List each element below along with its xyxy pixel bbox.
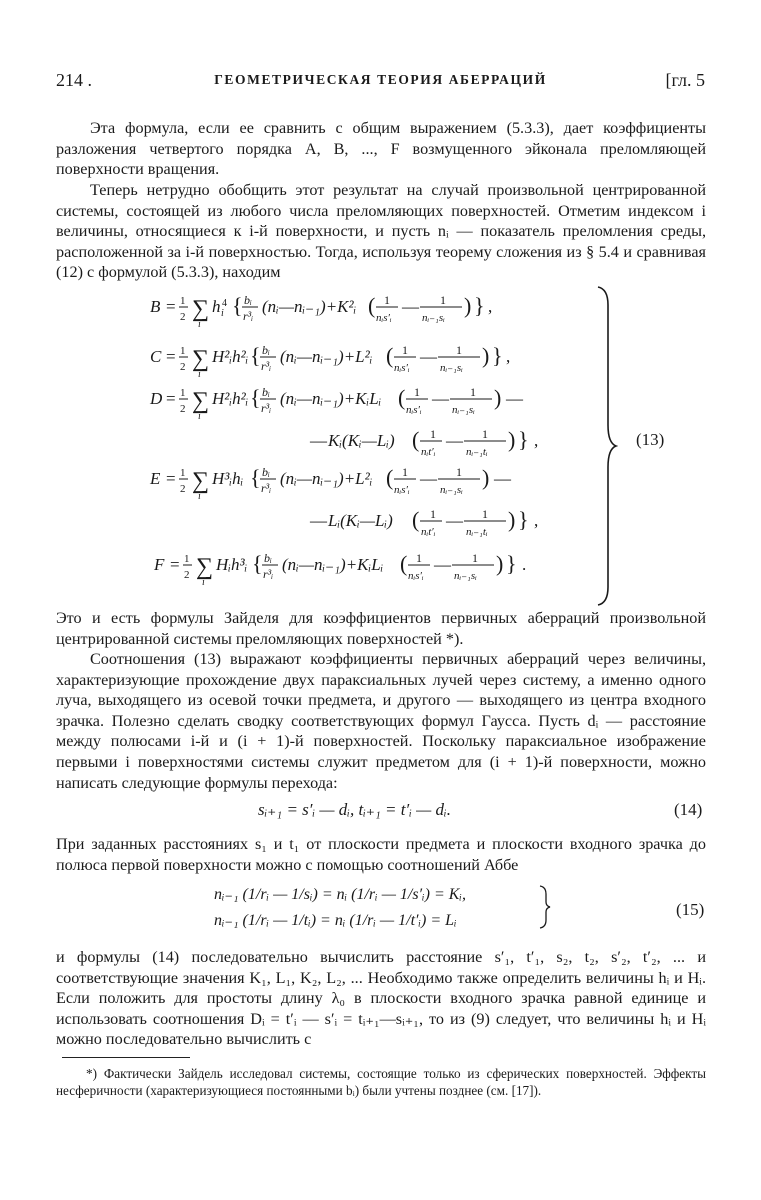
svg-text:1: 1 (402, 343, 408, 357)
svg-text:(nᵢ—nᵢ₋₁)+L²ᵢ: (nᵢ—nᵢ₋₁)+L²ᵢ (280, 347, 373, 366)
svg-text:.: . (522, 555, 527, 574)
svg-text:(: ( (398, 385, 406, 410)
svg-text:2: 2 (180, 403, 186, 415)
svg-text:}: } (518, 427, 529, 452)
svg-text:,: , (534, 511, 539, 530)
svg-text:r³ᵢ: r³ᵢ (261, 359, 272, 373)
svg-text:1: 1 (414, 385, 420, 399)
svg-text:): ) (494, 385, 502, 410)
svg-text:bᵢ: bᵢ (262, 465, 270, 479)
abbe-equation-2: nᵢ₋₁ (1/rᵢ — 1/tᵢ) = nᵢ (1/rᵢ — 1/t′ᵢ) = Lᵢ (214, 912, 457, 929)
svg-text:1: 1 (402, 465, 408, 479)
svg-text:—: — (432, 389, 449, 408)
svg-text:i: i (198, 369, 201, 380)
svg-text:r³ᵢ: r³ᵢ (263, 567, 274, 581)
paragraph-2: Теперь нетрудно обобщить этот результат на случай произвольной центрированной системы, состоящей из любого числа преломляющих поверхностей. Отметим индексом i величины, относящиеся к i-й поверхности, и пусть nᵢ — показатель преломления среды, расположенной за i-й поверхностью. Тогда, используя теорему сложения из § 5.4 и сравнивая (12) с формулой (5.3.3), находим (56, 181, 706, 282)
svg-text:(nᵢ—nᵢ₋₁)+K²ᵢ: (nᵢ—nᵢ₋₁)+K²ᵢ (262, 297, 357, 316)
svg-text:∑: ∑ (192, 296, 210, 322)
equation-number-15: (15) (676, 900, 705, 919)
svg-text:1: 1 (470, 385, 476, 399)
svg-text:—: — (434, 555, 451, 574)
svg-text:nᵢ₋₁tᵢ: nᵢ₋₁tᵢ (466, 526, 488, 538)
svg-text:1: 1 (384, 293, 390, 307)
svg-text:nᵢs′ᵢ: nᵢs′ᵢ (408, 570, 424, 582)
svg-text:2: 2 (180, 483, 186, 495)
svg-text:—: — (446, 431, 463, 450)
svg-text:—: — (506, 389, 523, 408)
svg-text:i: i (221, 308, 224, 319)
paragraph-5: При заданных расстояниях s₁ и t₁ от плоскости предмета и плоскости входного зрачка до полюса первой поверхности можно с помощью соотношений Аббе (56, 835, 706, 874)
svg-text:—: — (310, 511, 327, 530)
svg-text:2: 2 (180, 311, 186, 323)
svg-text:nᵢ₋₁sᵢ: nᵢ₋₁sᵢ (422, 312, 445, 324)
svg-text:h: h (212, 297, 221, 316)
svg-text:(: ( (386, 343, 394, 368)
svg-text:): ) (496, 551, 504, 576)
svg-text:nᵢ₋₁sᵢ: nᵢ₋₁sᵢ (454, 570, 477, 582)
svg-text:1: 1 (430, 507, 436, 521)
svg-text:nᵢs′ᵢ: nᵢs′ᵢ (394, 484, 410, 496)
svg-text:B: B (150, 297, 161, 316)
svg-text:2: 2 (180, 361, 186, 373)
svg-text:{: { (250, 343, 261, 368)
svg-text:2: 2 (184, 569, 190, 581)
svg-text:nᵢ₋₁sᵢ: nᵢ₋₁sᵢ (452, 404, 475, 416)
svg-text:=: = (170, 555, 180, 574)
svg-text:(: ( (386, 465, 394, 490)
svg-text:i: i (198, 411, 201, 422)
svg-text:}: } (506, 551, 517, 576)
svg-text:i: i (198, 491, 201, 502)
svg-text:(: ( (412, 507, 420, 532)
svg-text:nᵢ₋₁sᵢ: nᵢ₋₁sᵢ (440, 362, 463, 374)
svg-text:=: = (166, 297, 176, 316)
svg-text:(nᵢ—nᵢ₋₁)+KᵢLᵢ: (nᵢ—nᵢ₋₁)+KᵢLᵢ (280, 389, 382, 408)
svg-text:1: 1 (180, 467, 186, 479)
equation-number-14: (14) (674, 800, 703, 819)
paragraph-4: Соотношения (13) выражают коэффициенты первичных аберраций через величины, характеризующие прохождение двух параксиальных лучей через систему, а именно одного луча, выходящего из осевой точки предмета, и другого — выходящего из центра входного зрачка. Полезно сделать сводку соответствующих формул Гаусса. Пусть dᵢ — расстояние между полюсами i-й и (i + 1)-й поверхностей. Поскольку параксиальное изображение первыми i поверхностями системы служит предметом для (i + 1)-й поверхности, можно написать следующие формулы перехода: (56, 650, 706, 792)
svg-text:bᵢ: bᵢ (262, 343, 270, 357)
svg-text:nᵢ₋₁tᵢ: nᵢ₋₁tᵢ (466, 446, 488, 458)
svg-text:Lᵢ(Kᵢ—Lᵢ): Lᵢ(Kᵢ—Lᵢ) (328, 511, 393, 530)
svg-text:,: , (506, 347, 511, 366)
equation-number-13: (13) (636, 430, 665, 449)
svg-text:nᵢt′ᵢ: nᵢt′ᵢ (421, 446, 436, 458)
svg-text:i: i (198, 319, 201, 330)
paragraph-3: Это и есть формулы Зайделя для коэффициентов первичных аберраций произвольной центрированной системы преломляющих поверхностей *). (56, 609, 706, 648)
svg-text:i: i (202, 577, 205, 588)
svg-text:1: 1 (184, 553, 190, 565)
svg-text:1: 1 (180, 345, 186, 357)
svg-text:H³ᵢhᵢ: H³ᵢhᵢ (212, 469, 244, 488)
svg-text:nᵢ₋₁sᵢ: nᵢ₋₁sᵢ (440, 484, 463, 496)
svg-text:=: = (166, 469, 176, 488)
svg-text:—: — (402, 297, 419, 316)
svg-text:nᵢt′ᵢ: nᵢt′ᵢ (421, 526, 436, 538)
seidel-formulas (140, 282, 620, 602)
svg-text:r³ᵢ: r³ᵢ (243, 309, 254, 323)
svg-text:}: } (492, 343, 503, 368)
svg-text:{: { (232, 293, 243, 318)
svg-text:): ) (482, 465, 490, 490)
running-title: ГЕОМЕТРИЧЕСКАЯ ТЕОРИЯ АБЕРРАЦИЙ (214, 72, 547, 87)
svg-text:bᵢ: bᵢ (244, 293, 252, 307)
svg-text:1: 1 (416, 551, 422, 565)
svg-text:,: , (534, 431, 539, 450)
svg-text:1: 1 (180, 295, 186, 307)
svg-text:Hᵢh³ᵢ: Hᵢh³ᵢ (216, 555, 248, 574)
svg-text:(nᵢ—nᵢ₋₁)+KᵢLᵢ: (nᵢ—nᵢ₋₁)+KᵢLᵢ (282, 555, 384, 574)
svg-text:): ) (508, 507, 516, 532)
svg-text:1: 1 (440, 293, 446, 307)
svg-text:nᵢs′ᵢ: nᵢs′ᵢ (394, 362, 410, 374)
svg-text:(: ( (412, 427, 420, 452)
svg-text:4: 4 (222, 298, 227, 309)
svg-text:=: = (166, 389, 176, 408)
svg-text:}: } (474, 293, 485, 318)
svg-text:H²ᵢh²ᵢ: H²ᵢh²ᵢ (212, 389, 249, 408)
abbe-equation-1: nᵢ₋₁ (1/rᵢ — 1/sᵢ) = nᵢ (1/rᵢ — 1/s′ᵢ) = Kᵢ, (214, 886, 466, 903)
svg-text:1: 1 (430, 427, 436, 441)
svg-text:}: } (518, 507, 529, 532)
svg-text:Kᵢ(Kᵢ—Lᵢ): Kᵢ(Kᵢ—Lᵢ) (328, 431, 395, 450)
svg-text:—: — (310, 431, 327, 450)
svg-text:nᵢs′ᵢ: nᵢs′ᵢ (376, 312, 392, 324)
svg-text:{: { (252, 551, 263, 576)
svg-text:nᵢs′ᵢ: nᵢs′ᵢ (406, 404, 422, 416)
transfer-equation: sᵢ₊₁ = s′ᵢ — dᵢ, tᵢ₊₁ = t′ᵢ — dᵢ. (258, 800, 451, 819)
svg-text:(: ( (368, 293, 376, 318)
svg-text:{: { (250, 465, 261, 490)
svg-text:=: = (166, 347, 176, 366)
svg-text:F: F (154, 555, 165, 574)
svg-text:—: — (446, 511, 463, 530)
svg-text:—: — (420, 347, 437, 366)
svg-text:,: , (488, 297, 493, 316)
svg-text:H²ᵢh²ᵢ: H²ᵢh²ᵢ (212, 347, 249, 366)
svg-text:r³ᵢ: r³ᵢ (261, 401, 272, 415)
footnote: *) Фактически Зайдель исследовал системы, состоящие только из сферических поверхностей. Эффекты несферичности (характеризующиеся постоянными bᵢ) были учтены позднее (см. [17]). (56, 1066, 706, 1098)
svg-text:(: ( (400, 551, 408, 576)
svg-text:): ) (464, 293, 472, 318)
svg-text:E: E (150, 469, 161, 488)
svg-text:1: 1 (472, 551, 478, 565)
paragraph-6: и формулы (14) последовательно вычислить расстояние s′₁, t′₁, s₂, t₂, s′₂, t′₂, ... и соответствующие значения K₁, L₁, K₂, L₂, ... Необходимо также определить величины hᵢ и Hᵢ. Если положить для простоты длину λ₀ в плоскости входного зрачка равной единице и использовать соотношения Dᵢ = t′ᵢ — s′ᵢ = tᵢ₊₁—sᵢ₊₁, то из (9) следует, что величины hᵢ и Hᵢ можно последовательно вычислить с (56, 948, 706, 1049)
page-number: 214 . (56, 70, 92, 90)
svg-text:(nᵢ—nᵢ₋₁)+L²ᵢ: (nᵢ—nᵢ₋₁)+L²ᵢ (280, 469, 373, 488)
svg-text:): ) (508, 427, 516, 452)
svg-text:): ) (482, 343, 490, 368)
footnote-separator (62, 1057, 190, 1058)
paragraph-1: Эта формула, если ее сравнить с общим выражением (5.3.3), дает коэффициенты разложения четвертого порядка A, B, ..., F возмущенного эйконала преломляющей поверхности вращения. (56, 119, 706, 179)
chapter-label: [гл. 5 (665, 70, 705, 90)
svg-text:∑: ∑ (196, 554, 214, 580)
svg-text:∑: ∑ (192, 468, 210, 494)
svg-text:C: C (150, 347, 162, 366)
running-header (56, 70, 705, 94)
svg-text:D: D (150, 389, 163, 408)
svg-text:{: { (250, 385, 261, 410)
svg-text:—: — (420, 469, 437, 488)
svg-text:1: 1 (482, 427, 488, 441)
svg-text:1: 1 (456, 465, 462, 479)
svg-text:1: 1 (456, 343, 462, 357)
svg-text:∑: ∑ (192, 388, 210, 414)
svg-text:bᵢ: bᵢ (262, 385, 270, 399)
svg-text:—: — (494, 469, 511, 488)
right-brace (596, 285, 618, 607)
svg-text:∑: ∑ (192, 346, 210, 372)
svg-text:r³ᵢ: r³ᵢ (261, 481, 272, 495)
svg-text:1: 1 (482, 507, 488, 521)
svg-text:1: 1 (180, 387, 186, 399)
svg-text:bᵢ: bᵢ (264, 551, 272, 565)
abbe-brace (538, 884, 552, 930)
